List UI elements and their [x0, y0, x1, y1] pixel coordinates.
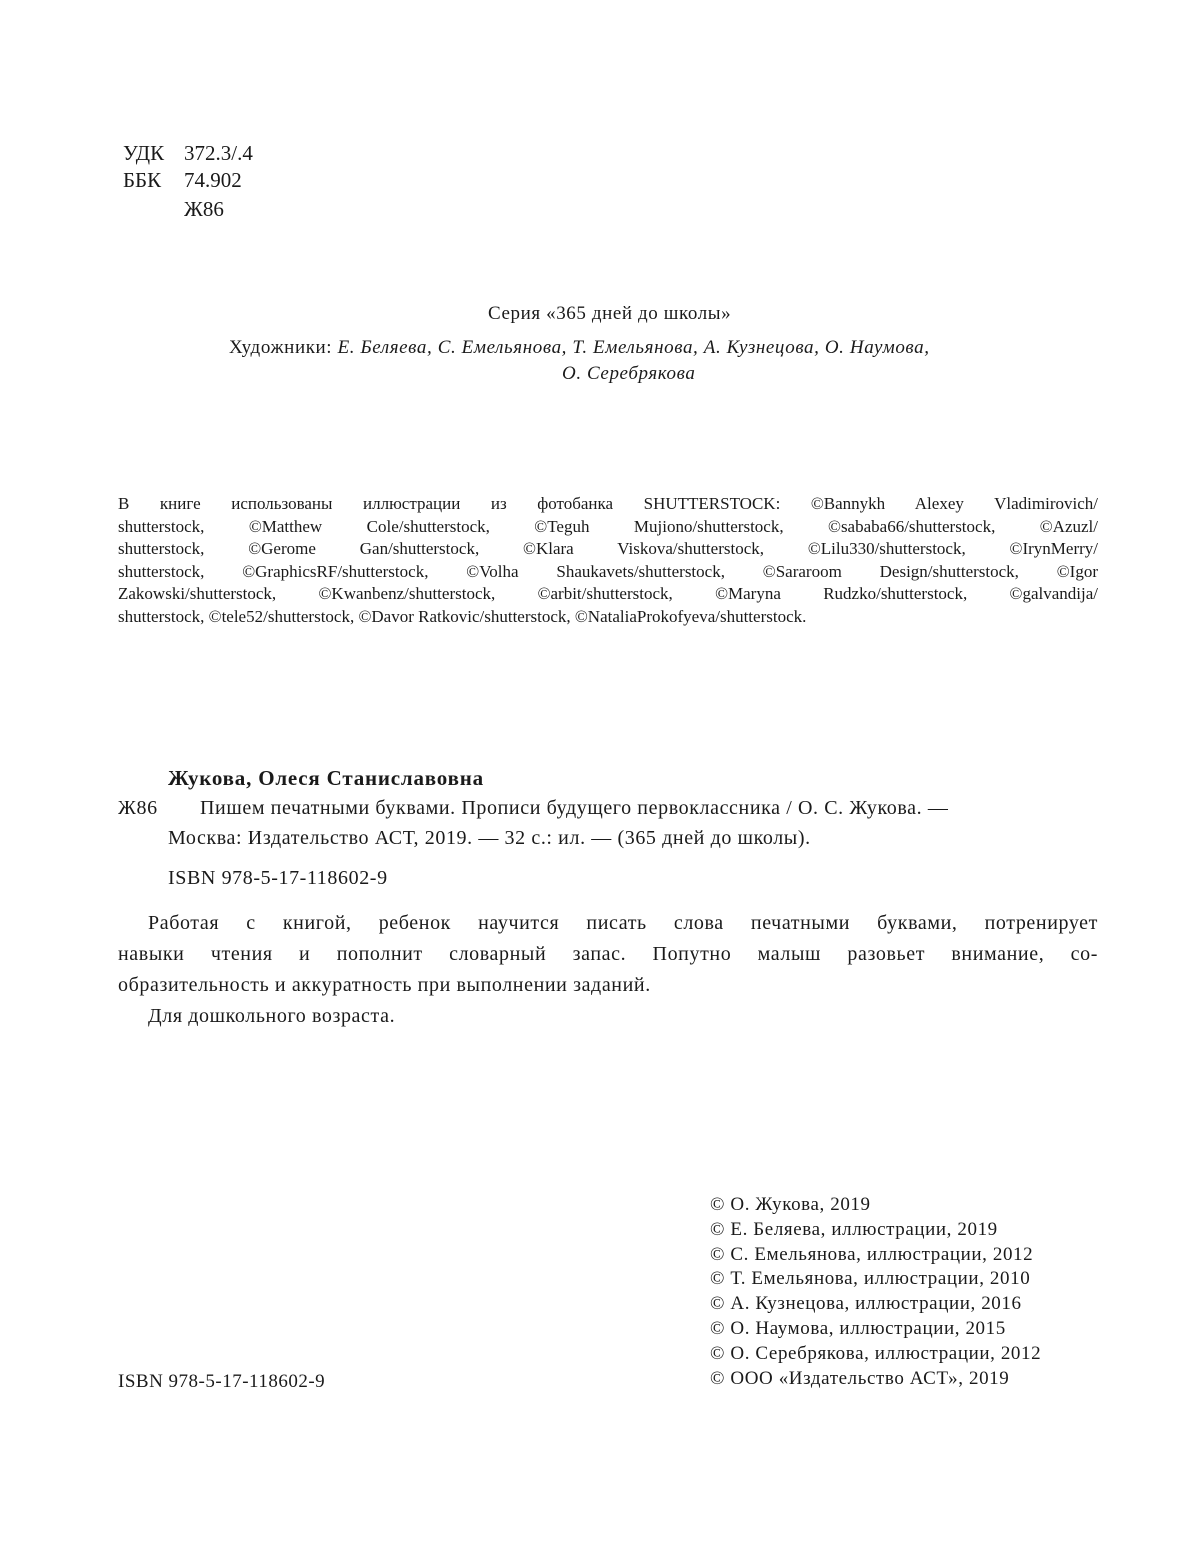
copyright-item: © Е. Беляева, иллюстрации, 2019	[710, 1218, 998, 1240]
copyright-item: © О. Серебрякова, иллюстрации, 2012	[710, 1342, 1042, 1364]
copyright-item: © ООО «Издательство АСТ», 2019	[710, 1367, 1010, 1389]
credits-line: Zakowski/shutterstock, ©Kwanbenz/shutterstock, ©arbit/shutterstock, ©Maryna Rudzko/shutterstock, ©galvandija/	[118, 584, 1098, 604]
copyright-item: © С. Емельянова, иллюстрации, 2012	[710, 1243, 1034, 1265]
udk-row	[123, 140, 253, 167]
artists-line-2: О. Серебрякова	[562, 363, 696, 384]
copyright-item: © О. Наумова, иллюстрации, 2015	[710, 1317, 1006, 1339]
author-mark-row	[123, 196, 224, 223]
credits-line: shutterstock, ©Gerome Gan/shutterstock, ©Klara Viskova/shutterstock, ©Lilu330/shutterstock, ©IrynMerry/	[118, 539, 1098, 559]
credits-line: shutterstock, ©tele52/shutterstock, ©Davor Ratkovic/shutterstock, ©NataliaProkofyeva/shutterstock.	[118, 606, 807, 626]
bbk-value: 74.902	[184, 168, 242, 192]
isbn-bottom: ISBN 978-5-17-118602-9	[118, 1371, 326, 1392]
credits-line: shutterstock, ©Matthew Cole/shutterstock, ©Teguh Mujiono/shutterstock, ©sababa66/shutterstock, ©Azuzl/	[118, 516, 1098, 536]
copyright-item: © А. Кузнецова, иллюстрации, 2016	[710, 1293, 1022, 1315]
record-isbn: ISBN 978-5-17-118602-9	[168, 867, 388, 889]
record-imprint-line: Москва: Издательство АСТ, 2019. — 32 с.: ил. — (365 дней до школы).	[168, 827, 811, 849]
bbk-label: ББК	[123, 168, 162, 192]
annotation-line: Для дошкольного возраста.	[148, 1005, 396, 1027]
record-title-line: Пишем печатными буквами. Прописи будущего первоклассника / О. С. Жукова. —	[200, 797, 949, 819]
author-mark: Ж86	[184, 197, 224, 221]
artists-line-1	[229, 337, 930, 359]
annotation-line: навыки чтения и пополнит словарный запас. Попутно малыш разовьет внимание, со-	[118, 943, 1098, 965]
copyright-item: © О. Жукова, 2019	[710, 1194, 871, 1215]
annotation	[118, 908, 1098, 1032]
udk-label: УДК	[123, 141, 165, 165]
artists-names-1: Е. Беляева, С. Емельянова, Т. Емельянова, А. Кузнецова, О. Наумова,	[337, 337, 930, 358]
record-author: Жукова, Олеся Станиславовна	[168, 766, 484, 790]
credits-line: shutterstock, ©GraphicsRF/shutterstock, ©Volha Shaukavets/shutterstock, ©Sararoom Design/shutterstock, ©Igor	[118, 561, 1098, 581]
udk-value: 372.3/.4	[184, 141, 253, 165]
bbk-row	[123, 167, 242, 194]
record-code: Ж86	[118, 797, 158, 819]
copyright-item: © Т. Емельянова, иллюстрации, 2010	[710, 1268, 1031, 1290]
credits-line: В книге использованы иллюстрации из фотобанка SHUTTERSTOCK: ©Bannykh Alexey Vladimirovich/	[118, 494, 1098, 513]
artists-label: Художники:	[229, 337, 333, 358]
annotation-line: Работая с книгой, ребенок научится писать слова печатными буквами, потренирует	[148, 912, 1098, 934]
series-line: Серия «365 дней до школы»	[488, 303, 732, 324]
copyright-list	[710, 1193, 1041, 1391]
image-credits	[118, 493, 1098, 629]
annotation-line: образительность и аккуратность при выполнении заданий.	[118, 974, 651, 996]
